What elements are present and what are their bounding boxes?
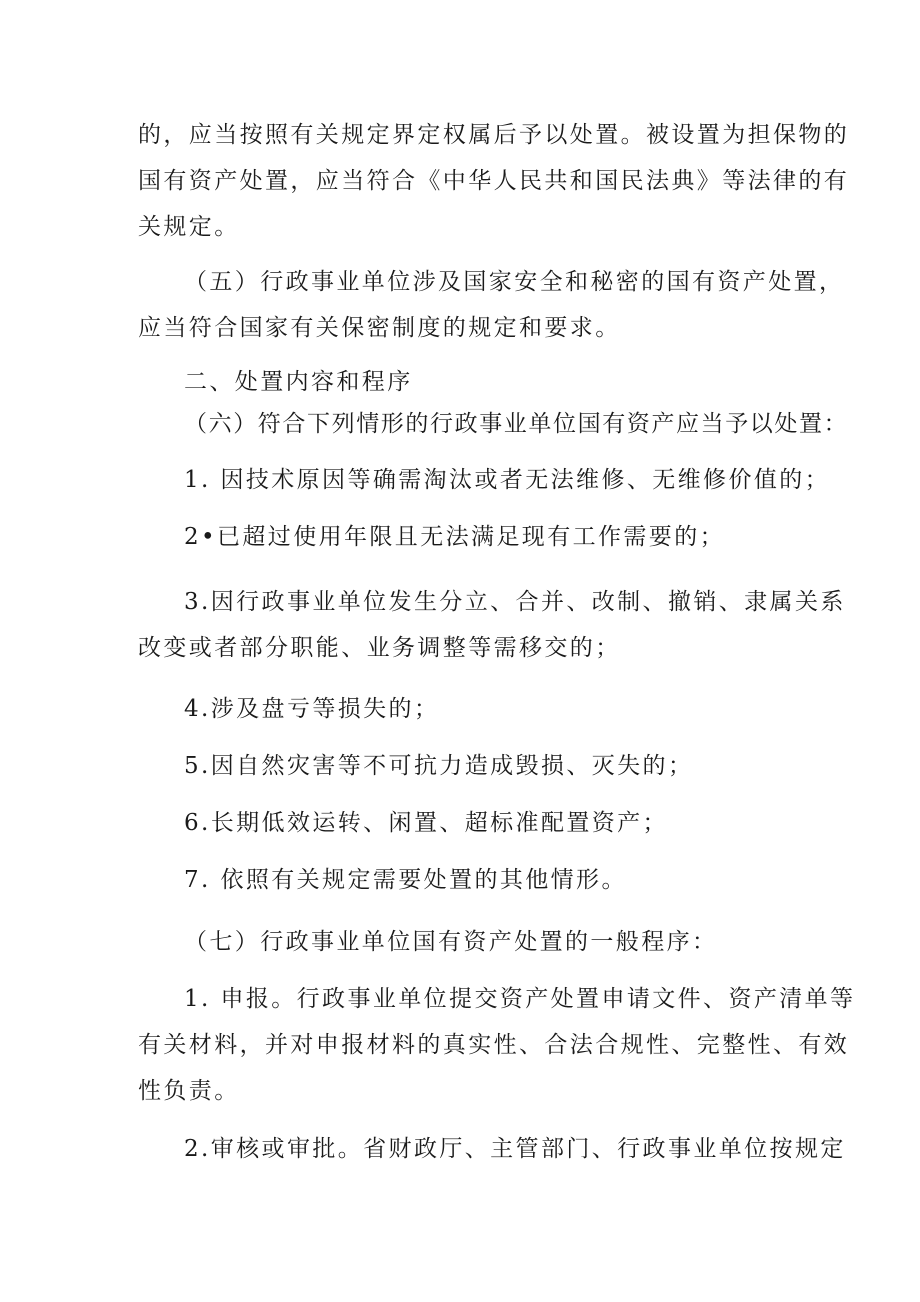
text-line: 国有资产处置，应当符合《中华人民共和国民法典》等法律的有 bbox=[138, 168, 850, 194]
text-line: 性负责。 bbox=[138, 1078, 240, 1104]
list-item: 1. 申报。行政事业单位提交资产处置申请文件、资产清单等 bbox=[184, 986, 856, 1012]
section-heading-5: （五）行政事业单位涉及国家安全和秘密的国有资产处置， bbox=[184, 269, 845, 295]
section-heading-6: （六）符合下列情形的行政事业单位国有资产应当予以处置： bbox=[184, 411, 849, 437]
list-item: 2.审核或审批。省财政厅、主管部门、行政事业单位按规定 bbox=[184, 1136, 846, 1162]
list-item: 5.因自然灾害等不可抗力造成毁损、灭失的； bbox=[184, 753, 694, 779]
list-item: 1. 因技术原因等确需淘汰或者无法维修、无维修价值的； bbox=[184, 467, 831, 493]
text-line: 有关材料，并对申报材料的真实性、合法合规性、完整性、有效 bbox=[138, 1032, 850, 1058]
list-item: 6.长期低效运转、闲置、超标准配置资产； bbox=[184, 810, 668, 836]
text-line: 应当符合国家有关保密制度的规定和要求。 bbox=[138, 315, 621, 341]
text-line: 的，应当按照有关规定界定权属后予以处置。被设置为担保物的 bbox=[138, 122, 850, 148]
text-line: 关规定。 bbox=[138, 214, 240, 240]
list-item: 2•已超过使用年限且无法满足现有工作需要的； bbox=[184, 524, 725, 550]
text-line: 改变或者部分职能、业务调整等需移交的； bbox=[138, 635, 621, 661]
list-item: 7. 依照有关规定需要处置的其他情形。 bbox=[184, 867, 627, 893]
list-item: 3.因行政事业单位发生分立、合并、改制、撤销、隶属关系 bbox=[184, 589, 846, 615]
list-item: 4.涉及盘亏等损失的； bbox=[184, 696, 440, 722]
section-heading-2: 二、处置内容和程序 bbox=[184, 369, 413, 395]
section-heading-7: （七）行政事业单位国有资产处置的一般程序： bbox=[184, 929, 718, 955]
